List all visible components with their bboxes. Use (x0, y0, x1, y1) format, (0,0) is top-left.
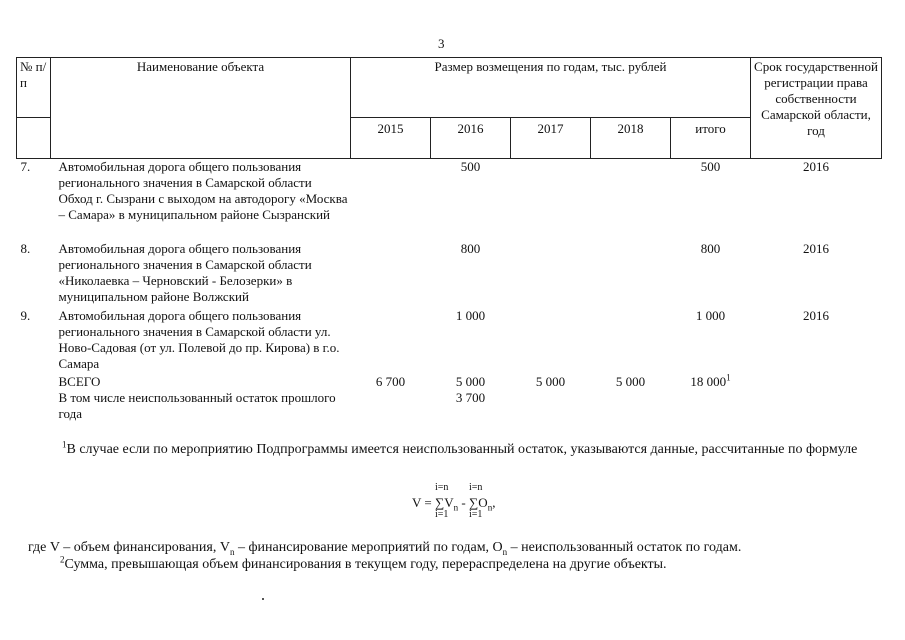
row-2017 (511, 241, 591, 308)
row-deadline: 2016 (751, 159, 882, 241)
page-number: 3 (438, 36, 445, 51)
row-2016: 800 (460, 240, 481, 256)
footnote-2-mark: 2 (60, 554, 65, 565)
row-deadline: 2016 (803, 307, 829, 323)
total-grand-value: 18 000 (690, 373, 727, 389)
formula-term-1: V (444, 495, 454, 510)
total-2016: 5 000 (455, 373, 486, 389)
row-name: Автомобильная дорога общего пользования регионального значения в Самарской области «Николаевка – Черновский - Белозерки» в муниципальном районе Волжский (58, 240, 312, 304)
compensation-table (16, 57, 882, 422)
formula-tail: , (492, 495, 496, 510)
row-2017 (511, 159, 591, 241)
footnote-1-text: В случае если по мероприятию Подпрограммы имеется неиспользованный остаток, указываются данные, рассчитанные по формуле (66, 442, 858, 457)
header-name: Наименование объекта (51, 58, 351, 159)
header-amount-group: Размер возмещения по годам, тыс. рублей (351, 58, 751, 118)
total-2017: 5 000 (535, 373, 566, 389)
total-grand (671, 374, 751, 390)
row-total: 1 000 (695, 307, 726, 323)
formula-lhs: V = (412, 495, 432, 510)
row-deadline: 2016 (803, 240, 829, 256)
header-num-lower (17, 118, 51, 159)
header-year-2017: 2017 (511, 118, 591, 159)
formula-minus: - (461, 495, 466, 510)
formula-sum-1 (435, 482, 459, 520)
formula-term-2-sub: n (487, 502, 493, 513)
header-total: итого (671, 118, 751, 159)
total-2018: 5 000 (615, 373, 646, 389)
row-2015 (351, 308, 431, 374)
row-2016: 500 (431, 159, 511, 241)
row-num: 8. (20, 240, 31, 256)
formula-sigma: ∑ (435, 495, 445, 510)
footnote-2 (60, 554, 667, 573)
row-name: Автомобильная дорога общего пользования регионального значения в Самарской области ул. Ново-Садовая (от ул. Полевой до пр. Кирова) в г.о. Самара (58, 307, 340, 371)
formula-sum-2 (469, 482, 493, 520)
formula-upper-limit: i=n (435, 482, 449, 493)
total-row (17, 374, 882, 390)
formula-upper-limit: i=n (469, 482, 483, 493)
header-year-2016: 2016 (431, 118, 511, 159)
explanation-sub-2: n (502, 546, 508, 557)
formula-sigma: ∑ (469, 495, 479, 510)
formula (412, 482, 496, 520)
formula-lower-limit: i=1 (469, 509, 483, 520)
row-2018 (591, 159, 671, 241)
header-year-2018: 2018 (591, 118, 671, 159)
row-2018 (591, 308, 671, 374)
explanation-prefix: где V – объем финансирования, V (28, 540, 230, 555)
formula-explanation (28, 540, 741, 556)
footnote-1-mark: 1 (62, 439, 67, 450)
row-2016: 1 000 (455, 307, 486, 323)
explanation-mid: – финансирование мероприятий по годам, O (234, 540, 503, 555)
remainder-row (17, 390, 882, 422)
row-name: Автомобильная дорога общего пользования регионального значения в Самарской области Обход г. Сызрани с выходом на автодорогу «Москва – Самара» в муниципальном районе Сызранский (51, 159, 351, 241)
table-row (17, 159, 882, 241)
total-label: ВСЕГО (58, 373, 101, 389)
explanation-sub-1: n (229, 546, 235, 557)
row-total: 500 (671, 159, 751, 241)
scan-speck (262, 598, 264, 600)
header-num: № п/п (17, 58, 51, 118)
row-2015 (351, 241, 431, 308)
row-total: 800 (700, 240, 721, 256)
row-num: 9. (20, 307, 31, 323)
formula-term-1-sub: n (453, 502, 459, 513)
header-deadline: Срок государственной регистрации права собственности Самарской области, год (751, 58, 882, 159)
table-row (17, 308, 882, 374)
remainder-label: В том числе неиспользованный остаток прошлого года (58, 389, 336, 421)
total-2015: 6 700 (375, 373, 406, 389)
header-year-2015: 2015 (351, 118, 431, 159)
row-2017 (511, 308, 591, 374)
row-2018 (591, 241, 671, 308)
footnote-mark: 1 (726, 372, 731, 383)
remainder-2016: 3 700 (455, 389, 486, 405)
row-num: 7. (17, 159, 51, 241)
explanation-suffix: – неиспользованный остаток по годам. (507, 540, 742, 555)
footnote-2-text: Сумма, превышающая объем финансирования в текущем году, перераспределена на другие объекты. (64, 557, 667, 572)
formula-lower-limit: i=1 (435, 509, 449, 520)
formula-term-2: O (478, 495, 488, 510)
table-row (17, 241, 882, 308)
row-2015 (351, 159, 431, 241)
footnote-1 (28, 440, 888, 459)
